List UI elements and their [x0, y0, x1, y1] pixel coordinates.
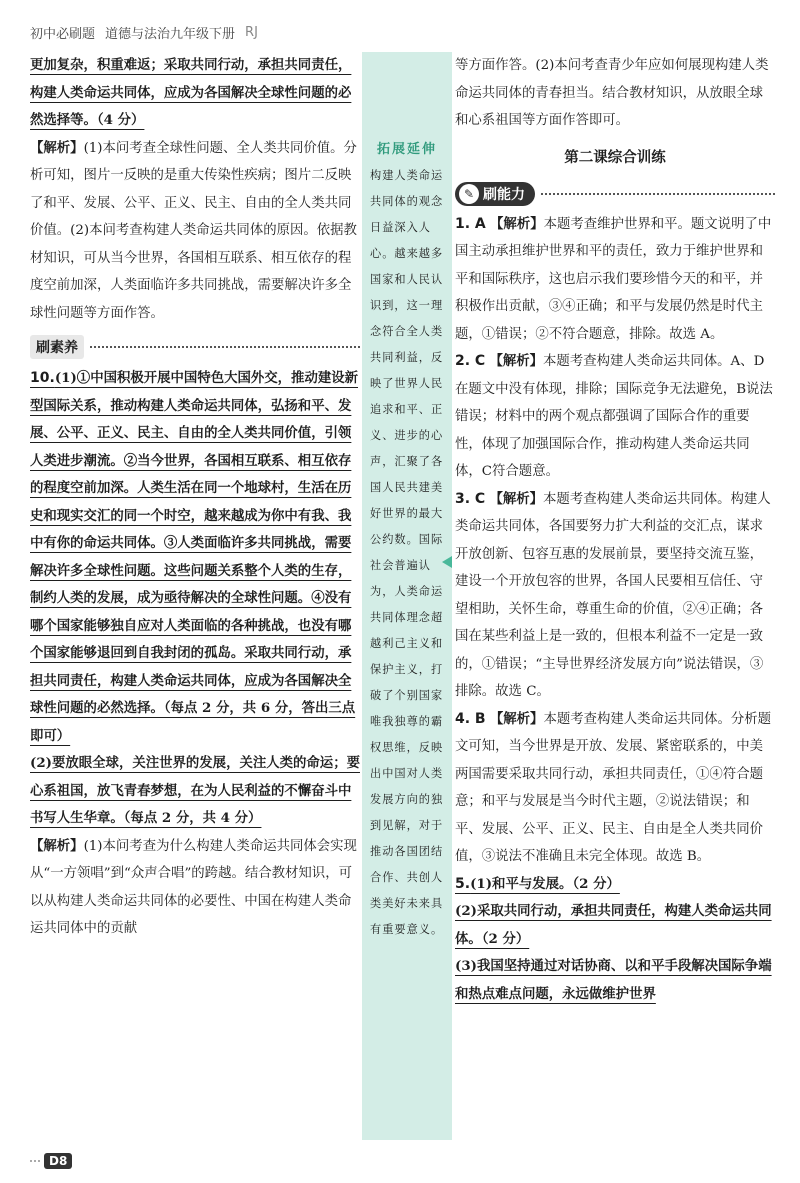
section-header	[455, 179, 775, 209]
question-number: 2. C	[455, 353, 486, 369]
continued-analysis: 等方面作答。(2)本问考查青少年应如何展现构建人类命运共同体的青春担当。结合教材知识，从放眼全球和心系祖国等方面作答即可。	[455, 58, 769, 128]
edition-label: RJ	[245, 24, 258, 40]
extension-title: 拓展延伸	[376, 142, 437, 157]
lesson-title: 第二课综合训练	[564, 149, 666, 166]
section-divider	[541, 193, 775, 195]
question-number: 4. B	[455, 710, 486, 727]
section-divider	[90, 346, 360, 348]
footer-divider	[30, 1160, 40, 1162]
analysis-tag: 【解析】	[489, 353, 544, 369]
page-number: D8	[44, 1153, 72, 1169]
question-10-answer-2: (2)要放眼全球，关注世界的发展，关注人类的命运；要心系祖国，放飞青春梦想，在为人民利益的不懈奋斗中书写人生华章。（每点 2 分，共 4 分）	[30, 755, 360, 826]
question-10-text-1: (1)①中国积极开展中国特色大国外交，推动建设新型国际关系，推动构建人类命运共同体，弘扬和平、发展、公平、正义、民主、自由的全人类共同价值，引领人类进步潮流。②当今世界，各国相互联系、相互依存的程度空前加深。人类生活在同一个地球村，生活在历史和现实交汇的同一个时空，越来越成为你中有我、我中有你的命运共同体。③人类面临许多共同挑战，需要解决许多全球性问题。这些问题关系整个人类的生存，制约人类的发展，成为亟待解决的全球性问题。④没有哪个国家能够独自应对人类面临的各种挑战，也没有哪个国家能够退回到自我封闭的孤岛。采取共同行动，承担共同责任，构建人类命运共同体，应成为各国解决全球性问题的必然选择。（每点 2 分，共 6 分，答出三点即可）	[30, 370, 359, 744]
subject-title: 道德与法治九年级下册	[105, 26, 236, 42]
section-badge	[455, 182, 535, 206]
section-label: 刷素养	[30, 335, 84, 359]
question-5-answer-1	[455, 871, 775, 899]
question-number: 1. A	[455, 215, 486, 232]
question-4	[455, 706, 775, 871]
question-text: 本题考查构建人类命运共同体。构建人类命运共同体，各国要努力扩大利益的交汇点，谋求开放创新、包容互惠的发展前景，要坚持交流互鉴，建设一个开放包容的世界，各国人民要相互信任、守望相助，关怀生命，尊重生命的价值，②④正确；各国在某些利益上是一致的，但根本利益不一定是一致的，①错误；“主导世界经济发展方向”说法错误，③排除。故选 C。	[455, 491, 771, 699]
section-header	[30, 333, 360, 361]
question-text: 本题考查维护世界和平。题文说明了中国主动承担维护世界和平的责任，致力于维护世界和平和国际秩序，这也启示我们要珍惜今天的和平，并积极作出贡献，③④正确；和平与发展仍然是时代主题，①错误；②不符合题意，排除。故选 A。	[455, 216, 772, 342]
analysis-text: (1)本问考查全球性问题、全人类共同价值。分析可知，图片一反映的是重大传染性疾病；图片二反映了和平、发展、公平、正义、民主、自由的全人类共同价值。(2)本问考查构建人类命运共同体的原因。依据教材知识，可从当今世界，各国相互联系、相互依存的程度空前加深，人类面临许多共同挑战，需要解决许多全球性问题等方面作答。	[30, 140, 357, 321]
pencil-icon: ✎	[459, 184, 479, 204]
answer-paragraph: 更加复杂，积重难返；采取共同行动，承担共同责任，构建人类命运共同体，应成为各国解决全球性问题的必然选择等。（4 分）	[30, 57, 352, 128]
question-number: 5.	[455, 875, 471, 892]
analysis-text: (1)本问考查为什么构建人类命运共同体会实现从“一方领唱”到“众声合唱”的跨越。结合教材知识，可以从构建人类命运共同体的必要性、中国在构建人类命运共同体中的贡献	[30, 838, 357, 936]
question-1	[455, 211, 775, 349]
analysis-paragraph	[30, 135, 360, 328]
page-header	[30, 20, 770, 44]
question-number: 3. C	[455, 490, 486, 507]
question-number: 10.	[30, 370, 55, 386]
question-text: (1)和平与发展。（2 分）	[470, 875, 620, 892]
question-5-answer-2: (2)采取共同行动，承担共同责任，构建人类命运共同体。（2 分）	[455, 903, 772, 947]
book-title: 初中必刷题	[30, 26, 96, 42]
right-column	[455, 52, 775, 1008]
analysis-tag: 【解析】	[489, 710, 544, 727]
question-10-answer-1	[30, 365, 360, 750]
analysis-tag: 【解析】	[30, 837, 84, 854]
analysis-tag: 【解析】	[489, 490, 544, 507]
question-2	[455, 348, 775, 486]
analysis-tag: 【解析】	[30, 139, 84, 156]
question-text: 本题考查构建人类命运共同体。分析题文可知，当今世界是开放、发展、紧密联系的，中美两国需要采取共同行动，承担共同责任，①④符合题意；和平与发展是当今时代主题，②说法错误；和平、发展、公平、正义、民主、自由是全人类共同价值，③说法不准确且未完全体现。故选 B。	[455, 711, 772, 864]
analysis-tag: 【解析】	[490, 215, 544, 232]
question-text: 本题考查构建人类命运共同体。A、D在题文中没有体现，排除；国际竞争无法避免，B说法错误；材料中的两个观点都强调了国际合作的重要性，体现了加强国际合作，推动构建人类命运共同体，C符合题意。	[455, 354, 773, 479]
arrow-left-icon	[442, 556, 452, 568]
question-3	[455, 486, 775, 706]
question-5-answer-3: (3)我国坚持通过对话协商、以和平手段解决国际争端和热点难点问题，永远做维护世界	[455, 958, 772, 1002]
extension-sidebar	[362, 52, 452, 1140]
extension-body: 构建人类命运共同体的观念日益深入人心。越来越多国家和人民认识到，这一理念符合全人类共同利益，反映了世界人民追求和平、正义、进步的心声，汇聚了各国人民共建美好世界的最大公约数。国际社会普遍认为，人类命运共同体理念超越利己主义和保护主义，打破了个别国家唯我独尊的霸权思维，反映出中国对人类发展方向的独到见解，对于推动各国团结合作、共创人类美好未来具有重要意义。	[370, 169, 444, 936]
section-label: 刷能力	[483, 186, 525, 203]
left-column	[30, 52, 360, 943]
question-10-analysis	[30, 833, 360, 943]
page-footer	[30, 1150, 72, 1172]
